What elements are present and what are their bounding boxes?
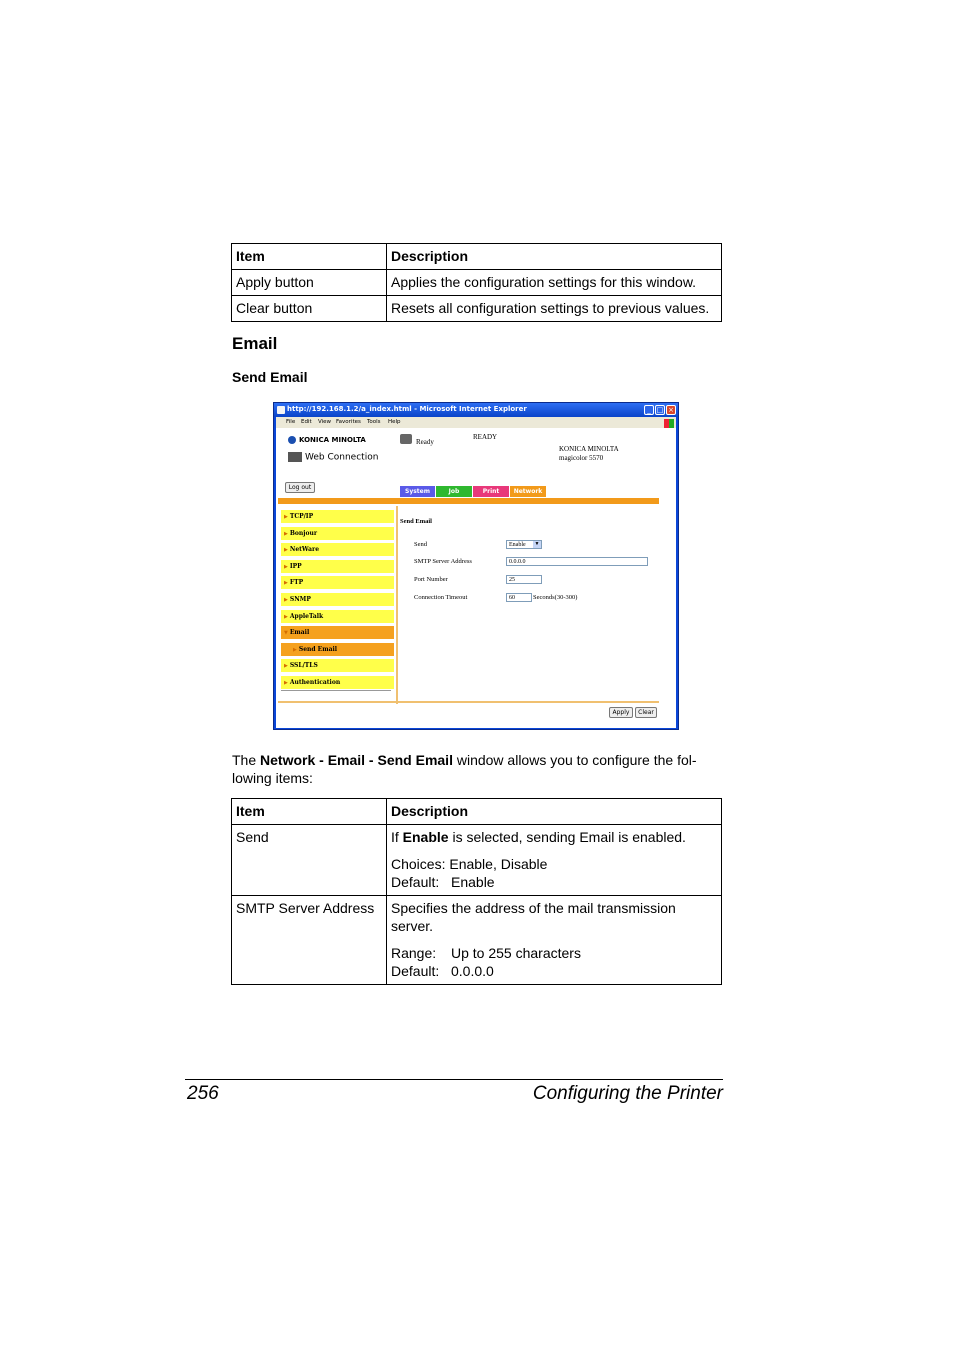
title-bar	[274, 403, 678, 417]
windows-logo-icon	[664, 419, 674, 428]
smtp-label: SMTP Server Address	[414, 558, 472, 565]
subsection-title: Send Email	[232, 369, 308, 385]
header-bar	[278, 498, 659, 504]
smtp-input[interactable]: 0.0.0.0	[506, 557, 648, 566]
nav-item-ipp[interactable]: ▶ IPP	[281, 560, 394, 573]
port-input[interactable]: 25	[506, 575, 542, 584]
menu-view[interactable]: View	[318, 419, 332, 425]
model-line2: magicolor 5570	[559, 454, 604, 462]
menu-help[interactable]: Help	[388, 419, 401, 425]
send-select[interactable]: Enable ▼	[506, 540, 542, 549]
table-row	[232, 896, 722, 985]
status-small: Ready	[416, 438, 434, 446]
nav-item-appletalk[interactable]: ▶ AppleTalk	[281, 610, 394, 623]
clear-button[interactable]: Clear	[635, 707, 657, 718]
menu-edit[interactable]: Edit	[301, 419, 312, 425]
ie-icon	[277, 406, 285, 414]
item-table-send-email	[231, 798, 722, 985]
timeout-label: Connection Timeout	[414, 594, 468, 601]
apply-button[interactable]: Apply	[609, 707, 633, 718]
table-cell-description: Resets all configuration settings to previous values.	[387, 296, 722, 322]
maximize-icon[interactable]: □	[656, 406, 664, 414]
tab-network[interactable]: Network	[510, 486, 546, 497]
table-cell-description: If Enable is selected, sending Email is enabled. Choices: Enable, Disable Default: Enable	[387, 825, 722, 896]
brand-logo: KONICA MINOLTA	[288, 436, 366, 444]
section-title: Email	[232, 334, 278, 353]
chevron-down-icon: ▼	[534, 542, 540, 547]
close-icon[interactable]: ×	[666, 405, 676, 415]
table-row	[232, 296, 722, 322]
table-header-item: Item	[232, 799, 387, 825]
nav-item-send-email[interactable]: ▶ Send Email	[281, 643, 394, 656]
tab-system[interactable]: System	[400, 486, 435, 497]
minimize-icon[interactable]: _	[644, 405, 654, 415]
item-table-buttons	[231, 243, 722, 322]
nav-divider	[281, 690, 391, 691]
port-label: Port Number	[414, 576, 448, 583]
nav-item-email[interactable]: ▼ Email	[281, 626, 394, 639]
table-cell-description: Applies the configuration settings for this window.	[387, 270, 722, 296]
logout-button[interactable]: Log out	[285, 482, 315, 493]
tab-job[interactable]: Job	[436, 486, 472, 497]
table-header-description: Description	[387, 799, 722, 825]
vertical-divider	[396, 506, 398, 704]
nav-item-netware[interactable]: ▶ NetWare	[281, 543, 394, 556]
printer-icon	[400, 434, 412, 444]
konica-globe-icon	[288, 436, 296, 444]
table-header-item: Item	[232, 244, 387, 270]
timeout-unit: Seconds(30-300)	[533, 594, 578, 601]
nav-item-tcpip[interactable]: ▶ TCP/IP	[281, 510, 394, 523]
tab-print[interactable]: Print	[473, 486, 509, 497]
menu-file[interactable]: File	[286, 419, 296, 425]
menu-bar	[276, 417, 676, 428]
form-title: Send Email	[400, 518, 432, 525]
browser-content	[276, 428, 676, 728]
browser-screenshot	[273, 402, 679, 730]
model-line1: KONICA MINOLTA	[559, 445, 619, 453]
table-row	[232, 825, 722, 896]
pagescope-logo: Web Connection	[288, 452, 378, 463]
nav-item-authentication[interactable]: ▶ Authentication	[281, 676, 394, 689]
intro-paragraph: The Network - Email - Send Email window allows you to configure the fol-lowing items:	[232, 752, 697, 786]
menu-tools[interactable]: Tools	[367, 419, 381, 425]
send-label: Send	[414, 541, 427, 548]
left-nav	[281, 510, 394, 693]
bottom-divider	[278, 701, 659, 703]
status-text: READY	[473, 433, 498, 441]
timeout-input[interactable]: 60	[506, 593, 532, 602]
page-number: 256	[187, 1083, 219, 1104]
nav-item-bonjour[interactable]: ▶ Bonjour	[281, 527, 394, 540]
table-row	[232, 270, 722, 296]
pagescope-icon	[288, 452, 302, 462]
chapter-title: Configuring the Printer	[532, 1083, 723, 1104]
table-cell-item: Send	[232, 825, 387, 896]
nav-item-snmp[interactable]: ▶ SNMP	[281, 593, 394, 606]
footer-rule	[185, 1079, 723, 1080]
menu-favorites[interactable]: Favorites	[336, 419, 361, 425]
nav-item-ftp[interactable]: ▶ FTP	[281, 576, 394, 589]
table-cell-item: SMTP Server Address	[232, 896, 387, 985]
table-cell-description: Specifies the address of the mail transmission server. Range: Up to 255 characters Default: 0.0.0.0	[387, 896, 722, 985]
table-cell-item: Apply button	[232, 270, 387, 296]
table-cell-item: Clear button	[232, 296, 387, 322]
window-title: http://192.168.1.2/a_index.html - Microsoft Internet Explorer	[287, 405, 527, 413]
table-header-description: Description	[387, 244, 722, 270]
nav-item-ssltls[interactable]: ▶ SSL/TLS	[281, 659, 394, 672]
